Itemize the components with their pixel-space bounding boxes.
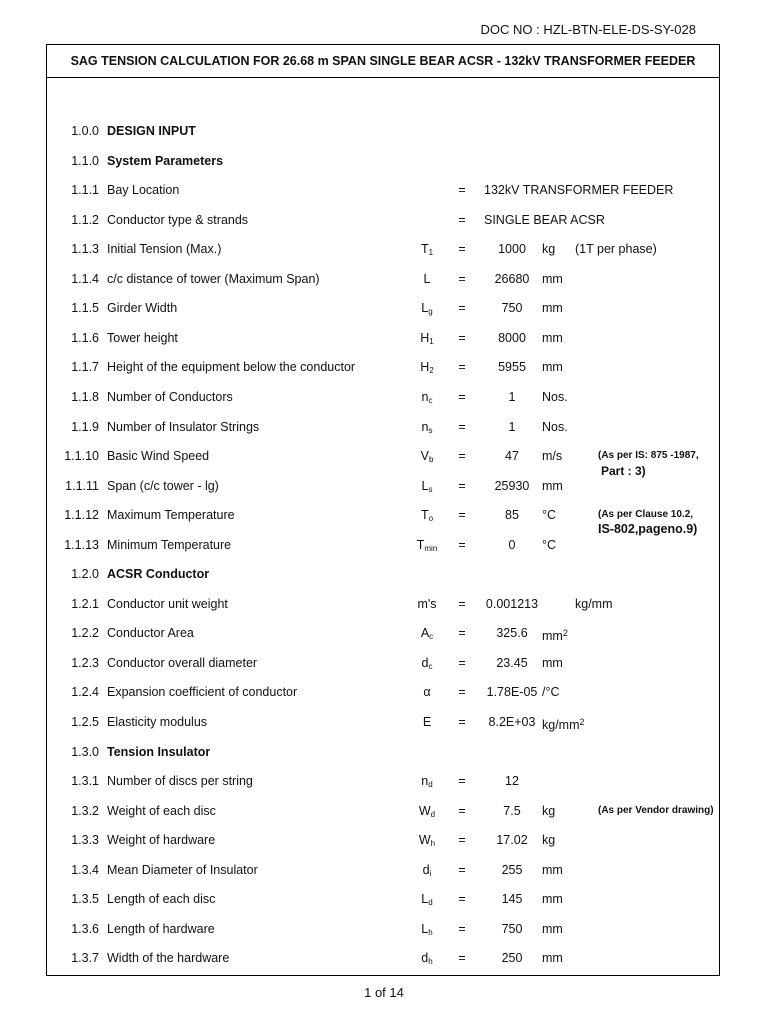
item-description: Tower height <box>107 330 178 345</box>
symbol-base: L <box>421 478 429 493</box>
item-symbol <box>409 298 445 322</box>
item-unit <box>542 446 562 466</box>
symbol-subscript: h <box>428 957 433 967</box>
unit-text: °C <box>542 537 557 552</box>
symbol-base: α <box>423 685 431 700</box>
symbol-subscript: c <box>428 661 433 671</box>
symbol-base: H <box>420 360 430 375</box>
item-description: c/c distance of tower (Maximum Span) <box>107 271 320 286</box>
equals-sign: = <box>458 655 466 670</box>
item-description: Number of Insulator Strings <box>107 419 260 434</box>
item-symbol <box>409 476 445 500</box>
symbol-subscript: s <box>428 484 433 494</box>
symbol-subscript: o <box>428 514 434 524</box>
equals-sign: = <box>458 921 466 936</box>
unit-text: kg/mm <box>575 596 613 611</box>
item-number: 1.2.4 <box>71 685 99 700</box>
item-number: 1.3.1 <box>71 774 99 789</box>
item-description: Weight of each disc <box>107 803 216 818</box>
symbol-base: W <box>418 803 431 818</box>
symbol-base: L <box>423 271 431 286</box>
item-value: 250 <box>501 951 523 966</box>
item-description: Weight of hardware <box>107 833 216 848</box>
table-row <box>47 121 719 141</box>
equals-sign: = <box>458 212 466 227</box>
symbol-base: T <box>420 508 429 523</box>
item-symbol <box>409 771 445 795</box>
reference-note-continued: Part : 3) <box>601 464 646 479</box>
symbol-base: A <box>420 626 430 641</box>
item-description: Length of each disc <box>107 892 216 907</box>
item-unit <box>542 860 563 880</box>
item-symbol <box>409 417 445 441</box>
item-unit <box>542 239 555 259</box>
unit-text: °C <box>542 508 557 523</box>
table-row <box>47 417 719 437</box>
equals-sign: = <box>458 803 466 818</box>
item-number: 1.1.11 <box>65 478 99 493</box>
item-value: 47 <box>505 449 519 464</box>
symbol-subscript: h <box>430 839 436 849</box>
equals-sign: = <box>458 596 466 611</box>
unit-text: kg <box>542 803 556 818</box>
equals-sign: = <box>458 419 466 434</box>
item-unit <box>575 594 613 614</box>
equals-sign: = <box>458 833 466 848</box>
symbol-base: d <box>421 951 429 966</box>
symbol-base: d <box>422 862 430 877</box>
item-symbol <box>409 889 445 913</box>
item-unit <box>542 298 563 318</box>
item-unit <box>542 712 585 735</box>
unit-text: mm <box>542 478 563 493</box>
item-note: (1T per phase) <box>575 242 657 257</box>
symbol-subscript: 2 <box>429 366 434 376</box>
item-number: 1.1.13 <box>64 537 99 552</box>
item-description: Girder Width <box>107 301 178 316</box>
equals-sign: = <box>458 508 466 523</box>
item-symbol <box>409 594 445 614</box>
unit-text: kg <box>542 833 556 848</box>
item-description: Conductor unit weight <box>107 596 228 611</box>
item-description: Height of the equipment below the conductor <box>107 360 356 375</box>
symbol-base: L <box>421 921 429 936</box>
table-row <box>47 180 719 200</box>
reference-note: (As per Clause 10.2, <box>598 509 694 521</box>
item-value: 8000 <box>498 330 526 345</box>
reference-note-continued: IS-802,pageno.9) <box>598 522 698 537</box>
table-row <box>47 712 719 732</box>
table-row <box>47 919 719 939</box>
item-unit <box>542 505 556 525</box>
symbol-subscript: c <box>428 395 433 405</box>
unit-text: m/s <box>542 449 563 464</box>
equals-sign: = <box>458 862 466 877</box>
table-row <box>47 476 719 496</box>
reference-note: (As per IS: 875 -1987, <box>598 450 699 462</box>
item-value: 5955 <box>498 360 526 375</box>
symbol-base: n <box>421 419 429 434</box>
unit-text: Nos. <box>542 419 568 434</box>
item-number: 1.1.12 <box>64 508 99 523</box>
unit-text: /°C <box>542 685 560 700</box>
item-value: 1 <box>508 389 516 404</box>
symbol-base: W <box>418 833 431 848</box>
item-value: 0.001213 <box>485 596 539 611</box>
equals-sign: = <box>458 892 466 907</box>
doc-number: DOC NO : HZL-BTN-ELE-DS-SY-028 <box>480 22 696 37</box>
table-row <box>47 387 719 407</box>
table-row <box>47 830 719 850</box>
item-symbol <box>409 830 445 854</box>
symbol-subscript: c <box>429 632 434 642</box>
item-description: Minimum Temperature <box>107 537 232 552</box>
table-row <box>47 446 719 479</box>
item-number: 1.1.8 <box>71 389 99 404</box>
symbol-base: n <box>421 389 429 404</box>
item-value: 85 <box>505 508 519 523</box>
equals-sign: = <box>458 774 466 789</box>
item-description: Initial Tension (Max.) <box>107 242 222 257</box>
item-unit <box>542 653 563 673</box>
symbol-base: H <box>420 330 430 345</box>
equals-sign: = <box>458 449 466 464</box>
item-number: 1.3.4 <box>71 862 99 877</box>
item-number: 1.1.2 <box>71 212 99 227</box>
item-symbol <box>409 919 445 943</box>
equals-sign: = <box>458 360 466 375</box>
item-unit <box>542 357 563 377</box>
item-unit <box>542 948 563 968</box>
item-symbol <box>409 239 445 263</box>
item-number: 1.1.0 <box>71 153 99 168</box>
item-value: 145 <box>501 892 523 907</box>
item-value: 26680 <box>494 271 530 286</box>
item-symbol <box>409 653 445 677</box>
item-unit <box>542 889 563 909</box>
item-symbol <box>409 446 445 470</box>
unit-text: Nos. <box>542 389 568 404</box>
table-row <box>47 682 719 702</box>
item-value: 17.02 <box>496 833 528 848</box>
table-row <box>47 623 719 643</box>
item-number: 1.3.6 <box>71 921 99 936</box>
item-symbol <box>409 387 445 411</box>
table-row <box>47 239 719 259</box>
equals-sign: = <box>458 715 466 729</box>
item-number: 1.0.0 <box>71 124 99 138</box>
item-number: 1.1.5 <box>71 301 99 316</box>
unit-text: mm <box>542 330 563 345</box>
item-symbol <box>409 860 445 884</box>
unit-text: mm <box>542 629 563 644</box>
symbol-subscript: b <box>428 455 434 465</box>
item-number: 1.3.5 <box>71 892 99 907</box>
item-number: 1.1.4 <box>71 271 99 286</box>
item-description: Conductor type & strands <box>107 212 249 227</box>
symbol-subscript: s <box>428 425 433 435</box>
item-symbol <box>409 535 445 559</box>
document-title: SAG TENSION CALCULATION FOR 26.68 m SPAN SINGLE BEAR ACSR - 132kV TRANSFORMER FEEDER <box>47 45 719 78</box>
symbol-subscript: min <box>424 543 438 553</box>
symbol-subscript: d <box>430 809 436 819</box>
item-unit <box>542 328 563 348</box>
table-row <box>47 269 719 289</box>
unit-text: mm <box>542 892 563 907</box>
unit-text: mm <box>542 360 563 375</box>
item-unit <box>542 476 563 496</box>
item-number: 1.2.2 <box>71 626 99 641</box>
unit-text: mm <box>542 951 563 966</box>
item-value: 132kV TRANSFORMER FEEDER <box>484 183 674 198</box>
equals-sign: = <box>458 537 466 552</box>
unit-superscript: 2 <box>579 717 585 727</box>
item-symbol <box>409 505 445 529</box>
item-unit <box>542 417 568 437</box>
item-symbol <box>409 357 445 381</box>
section-heading: ACSR Conductor <box>107 567 210 582</box>
unit-text: mm <box>542 271 563 286</box>
item-symbol <box>409 269 445 289</box>
table-row <box>47 860 719 880</box>
item-description: Mean Diameter of Insulator <box>107 862 258 877</box>
equals-sign: = <box>458 478 466 493</box>
unit-superscript: 2 <box>562 628 568 639</box>
item-number: 1.3.7 <box>71 951 99 966</box>
item-unit <box>542 269 563 289</box>
section-heading: DESIGN INPUT <box>107 124 196 138</box>
equals-sign: = <box>458 183 466 198</box>
item-unit <box>542 623 568 646</box>
symbol-base: L <box>421 892 429 907</box>
document-frame <box>46 44 720 976</box>
item-value: 23.45 <box>496 655 528 670</box>
item-value: SINGLE BEAR ACSR <box>484 212 605 227</box>
item-symbol <box>409 712 445 732</box>
symbol-base: E <box>422 715 432 729</box>
symbol-subscript: d <box>428 780 433 790</box>
item-value: 750 <box>501 921 523 936</box>
item-description: Basic Wind Speed <box>107 449 210 464</box>
symbol-base: V <box>420 449 429 464</box>
symbol-base: L <box>421 301 429 316</box>
item-description: Width of the hardware <box>107 951 230 966</box>
item-number: 1.2.1 <box>71 596 99 611</box>
item-description: Span (c/c tower - lg) <box>107 478 219 493</box>
symbol-subscript: g <box>428 307 433 317</box>
item-value: 1.78E-05 <box>486 685 538 700</box>
table-row <box>47 505 719 537</box>
item-description: Maximum Temperature <box>107 508 235 523</box>
equals-sign: = <box>458 951 466 966</box>
symbol-subscript: i <box>429 868 432 878</box>
symbol-subscript: d <box>428 898 433 908</box>
equals-sign: = <box>458 685 466 700</box>
table-row <box>47 653 719 673</box>
item-description: Elasticity modulus <box>107 715 208 729</box>
equals-sign: = <box>458 389 466 404</box>
equals-sign: = <box>458 330 466 345</box>
item-symbol <box>409 328 445 352</box>
table-row <box>47 948 719 968</box>
table-row <box>47 801 719 821</box>
item-symbol <box>409 682 445 702</box>
item-number: 1.1.3 <box>71 242 99 257</box>
item-description: Expansion coefficient of conductor <box>107 685 298 700</box>
item-symbol <box>409 623 445 647</box>
equals-sign: = <box>458 301 466 316</box>
item-unit <box>542 801 555 821</box>
item-unit <box>542 830 555 850</box>
table-row <box>47 298 719 318</box>
item-number: 1.1.7 <box>71 360 99 375</box>
item-number: 1.3.2 <box>71 803 99 818</box>
equals-sign: = <box>458 242 466 257</box>
symbol-base: n <box>421 774 429 789</box>
unit-text: mm <box>542 921 563 936</box>
item-value: 7.5 <box>503 803 521 818</box>
item-number: 1.3.0 <box>71 744 99 759</box>
symbol-base: d <box>421 655 429 670</box>
item-description: Length of hardware <box>107 921 215 936</box>
symbol-subscript: 1 <box>428 248 434 258</box>
item-value: 12 <box>505 774 519 789</box>
table-row <box>47 742 719 762</box>
symbol-subscript: h <box>428 927 433 937</box>
item-description: Conductor overall diameter <box>107 655 258 670</box>
table-row <box>47 594 719 614</box>
item-symbol <box>409 948 445 972</box>
item-number: 1.2.3 <box>71 655 99 670</box>
table-row <box>47 889 719 909</box>
table-row <box>47 328 719 348</box>
item-value: 1000 <box>498 242 526 257</box>
symbol-base: m's <box>417 596 437 611</box>
item-number: 1.2.0 <box>71 567 99 582</box>
unit-text: kg/mm <box>542 718 580 732</box>
item-value: 8.2E+03 <box>488 715 536 729</box>
item-number: 1.2.5 <box>71 715 99 729</box>
symbol-subscript: 1 <box>429 336 434 346</box>
item-value: 25930 <box>494 478 530 493</box>
table-row <box>47 771 719 791</box>
item-unit <box>542 919 563 939</box>
table-row <box>47 535 719 555</box>
item-number: 1.3.3 <box>71 833 99 848</box>
item-description: Bay Location <box>107 183 180 198</box>
reference-note: (As per Vendor drawing) <box>598 804 714 816</box>
item-description: Number of discs per string <box>107 774 253 789</box>
item-description: Number of Conductors <box>107 389 233 404</box>
item-symbol <box>409 801 445 825</box>
section-heading: Tension Insulator <box>107 744 211 759</box>
table-row <box>47 151 719 171</box>
symbol-base: T <box>420 242 429 257</box>
item-value: 0 <box>508 537 516 552</box>
item-value: 750 <box>501 301 523 316</box>
unit-text: mm <box>542 862 563 877</box>
item-description: Conductor Area <box>107 626 194 641</box>
equals-sign: = <box>458 626 466 641</box>
item-number: 1.1.10 <box>64 449 99 464</box>
unit-text: mm <box>542 301 563 316</box>
item-unit <box>542 535 556 555</box>
table-row <box>47 564 719 584</box>
page-number: 1 of 14 <box>364 985 404 1000</box>
table-row <box>47 210 719 230</box>
unit-text: mm <box>542 655 563 670</box>
item-value: 325.6 <box>496 626 528 641</box>
item-value: 1 <box>508 419 516 434</box>
item-unit <box>542 387 568 407</box>
unit-text: kg <box>542 242 556 257</box>
item-number: 1.1.6 <box>71 330 99 345</box>
equals-sign: = <box>458 271 466 286</box>
table-row <box>47 357 719 377</box>
section-heading: System Parameters <box>107 153 224 168</box>
item-number: 1.1.1 <box>71 183 99 198</box>
item-unit <box>542 682 560 702</box>
item-number: 1.1.9 <box>71 419 99 434</box>
symbol-base: T <box>416 537 425 552</box>
item-value: 255 <box>501 862 523 877</box>
